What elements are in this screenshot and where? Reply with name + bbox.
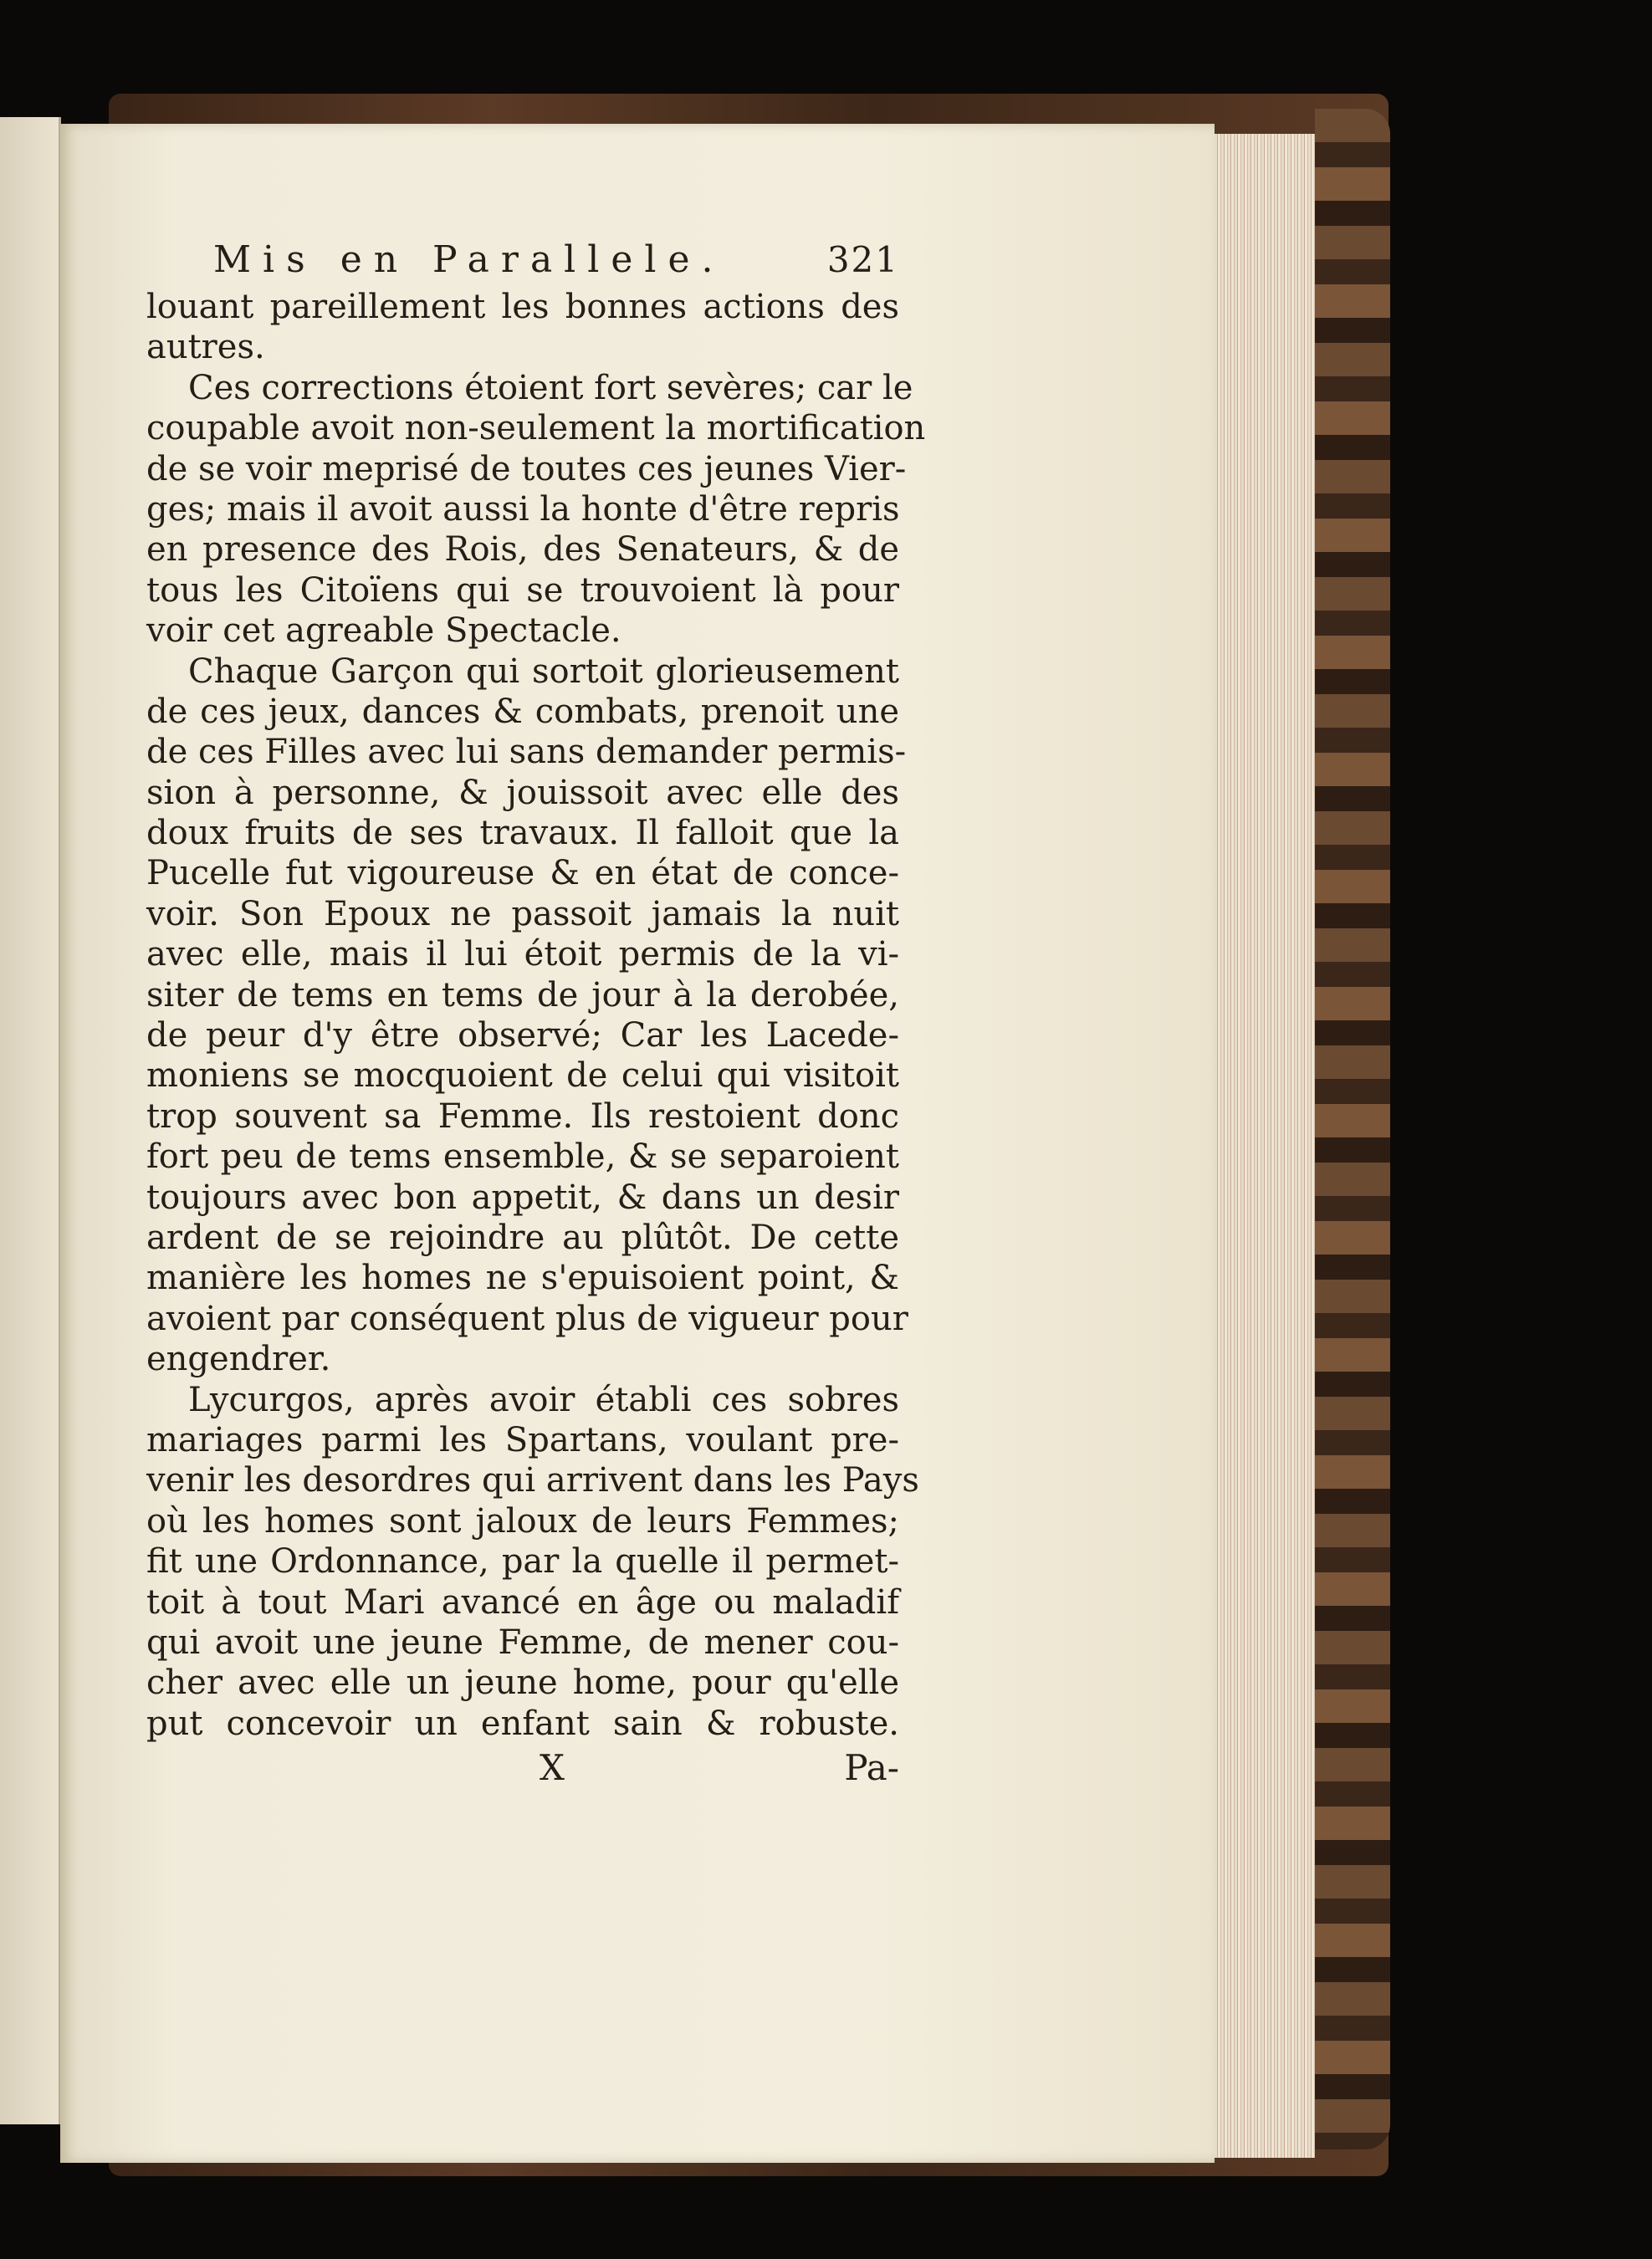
text-line: siter de tems en tems de jour à la derobée, (146, 975, 899, 1015)
text-line: louant pareillement les bonnes actions des (146, 288, 899, 326)
text-line: avoient par conséquent plus de vigueur pour (146, 1299, 908, 1338)
text-line: mariages parmi les Spartans, voulant pre- (146, 1420, 899, 1459)
text-line: Ces corrections étoient fort sevères; car le (188, 368, 913, 407)
running-title: Mis en Parallele. (213, 238, 725, 281)
page-footer (146, 1747, 899, 1797)
text-line: de se voir meprisé de toutes ces jeunes Vier- (146, 449, 907, 488)
text-line: sion à personne, & jouissoit avec elle des (146, 773, 899, 812)
text-line: manière les homes ne s'epuisoient point, & (146, 1259, 899, 1298)
text-line: ardent de se rejoindre au plûtôt. De cette (146, 1218, 899, 1257)
text-line: Pucelle fut vigoureuse & en état de conce- (146, 854, 899, 893)
text-line: coupable avoit non-seulement la mortification (146, 409, 926, 448)
text-line: ges; mais il avoit aussi la honte d'être repris (146, 489, 900, 529)
catchword: Pa- (844, 1747, 899, 1789)
page-number: 321 (826, 239, 899, 280)
text-line: put concevoir un enfant sain & robuste. (146, 1704, 899, 1743)
text-line: en presence des Rois, des Senateurs, & de (146, 530, 899, 570)
book-spine (1315, 109, 1390, 2149)
text-line: toit à tout Mari avancé en âge ou maladif (146, 1582, 899, 1622)
text-line: où les homes sont jaloux de leurs Femmes; (146, 1501, 899, 1541)
text-line: Chaque Garçon qui sortoit glorieusement (188, 652, 899, 691)
text-line: qui avoit une jeune Femme, de mener cou- (146, 1623, 899, 1662)
text-line: venir les desordres qui arrivent dans les Pays (146, 1461, 919, 1500)
text-line: avec elle, mais il lui étoit permis de la vi- (146, 935, 899, 974)
text-line: voir. Son Epoux ne passoit jamais la nuit (146, 894, 899, 933)
text-line: tous les Citoïens qui se trouvoient là pour (146, 570, 899, 610)
text-line: de peur d'y être observé; Car les Lacede- (146, 1016, 899, 1055)
text-line: doux fruits de ses travaux. Il falloit que la (146, 814, 899, 853)
text-line: cher avec elle un jeune home, pour qu'elle (146, 1664, 899, 1703)
text-line: voir cet agreable Spectacle. (146, 611, 621, 651)
text-line: Lycurgos, après avoir établi ces sobres (188, 1380, 899, 1419)
text-line: toujours avec bon appetit, & dans un desir (146, 1178, 899, 1217)
text-line: fort peu de tems ensemble, & se separoient (146, 1137, 899, 1177)
page-text (146, 238, 926, 1797)
previous-page-edge (0, 117, 61, 2124)
page-edges (1215, 134, 1315, 2158)
text-line: autres. (146, 328, 265, 367)
text-line: trop souvent sa Femme. Ils restoient donc (146, 1096, 899, 1136)
text-line: engendrer. (146, 1340, 331, 1379)
text-line: de ces Filles avec lui sans demander permis- (146, 733, 907, 772)
text-line: fit une Ordonnance, par la quelle il permet- (146, 1542, 899, 1582)
text-line: moniens se mocquoient de celui qui visitoit (146, 1056, 899, 1096)
text-line: de ces jeux, dances & combats, prenoit une (146, 692, 899, 731)
running-header (146, 238, 899, 287)
signature-mark: X (540, 1747, 565, 1789)
